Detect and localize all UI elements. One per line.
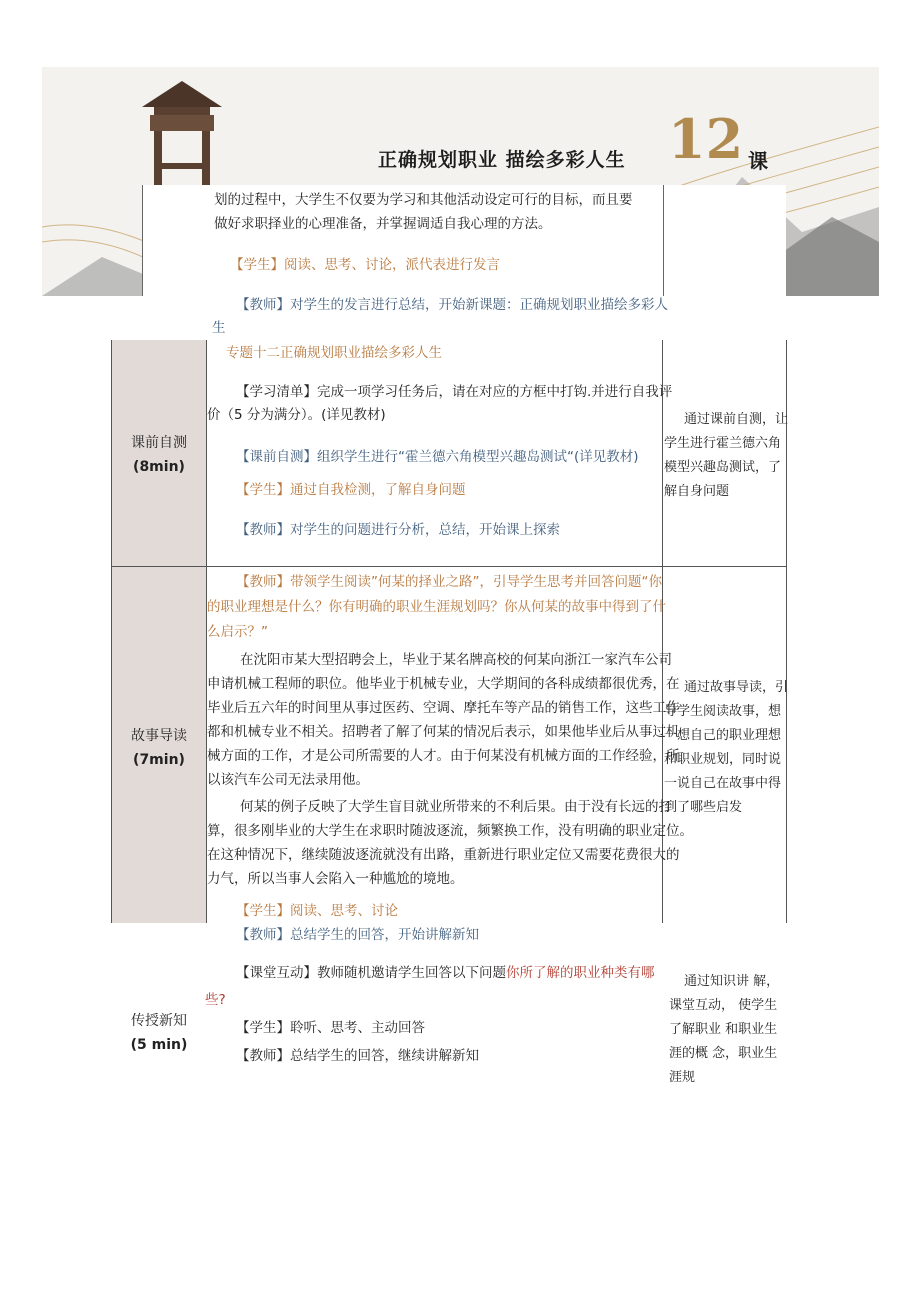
notes-line: 了解职业 和职业生 (669, 1022, 778, 1037)
study-list-line-1: 【学习清单】完成一项学习任务后，请在对应的方框中打钩.并进行自我评 (236, 384, 673, 400)
teacher-summary-line-1: 【教师】对学生的发言进行总结，开始新课题：正确规划职业描绘多彩人 (236, 297, 668, 313)
self-test-line: 【课前自测】组织学生进行“霍兰德六角模型兴趣岛测试“(详见教材) (236, 449, 639, 465)
intro-line-2: 做好求职择业的心理准备，并掌握调适自我心理的方法。 (214, 216, 552, 232)
notes-line: 涯规 (669, 1070, 696, 1085)
table-left-border (111, 340, 112, 923)
notes-line: 导学生阅读故事，想 (664, 704, 782, 719)
knowledge-teacher-line-2: 【教师】总结学生的回答，继续讲解新知 (236, 1048, 479, 1064)
notes-line: 到了哪些启发 (664, 800, 743, 815)
knowledge-student-line: 【学生】聆听、思考、主动回答 (236, 1020, 425, 1036)
banner-notes-card (663, 185, 786, 296)
story-line: 以该汽车公司无法录用他。 (207, 772, 369, 788)
notes-line: 涯的概 念，职业生 (669, 1046, 778, 1061)
teacher-summary-line-2: 生 (212, 320, 226, 336)
story-line: 都和机械专业不相关。招聘者了解了何某的情况后表示，如果他毕业后从事过机 (207, 724, 680, 740)
notes-line: 通过课前自测，让 (684, 412, 789, 427)
section-label: 传授新知 (131, 1013, 187, 1029)
story-teacher-line-2: 的职业理想是什么？你有明确的职业生涯规划吗？你从何某的故事中得到了什 (207, 599, 666, 615)
student-self-check: 【学生】通过自我检测，了解自身问题 (236, 482, 466, 498)
banner-title: 正确规划职业 描绘多彩人生 (378, 149, 626, 171)
section-label: 课前自测 (131, 435, 187, 451)
story-line: 力气，所以当事人会陷入一种尴尬的境地。 (207, 871, 464, 887)
lesson-number: 12 (668, 107, 744, 171)
interaction-question: 你所了解的职业种类有哪 (506, 965, 655, 981)
class-interaction-line-2: 些? (205, 992, 226, 1008)
banner-student-line: 【学生】阅读、思考、讨论，派代表进行发言 (230, 257, 500, 273)
section-time: (7min) (133, 752, 185, 768)
story-line: 毕业后五六年的时间里从事过医药、空调、摩托车等产品的销售工作，这些工作 (207, 700, 680, 716)
notes-line: 模型兴趣岛测试，了 (664, 460, 782, 475)
knowledge-teacher-line: 【教师】总结学生的回答，开始讲解新知 (236, 927, 479, 943)
story-line: 械方面的工作，才是公司所需要的人才。由于何某没有机械方面的工作经验，所 (207, 748, 680, 764)
story-teacher-line-3: 么启示？” (207, 624, 268, 640)
lesson-suffix: 课 (748, 149, 768, 173)
notes-line: 一想自己的职业理想 (664, 728, 782, 743)
story-line: 何某的例子反映了大学生盲目就业所带来的不利后果。由于没有长远的打 (240, 799, 672, 815)
story-teacher-line-1: 【教师】带领学生阅读”何某的择业之路”，引导学生思考并回答问题“你 (236, 574, 662, 590)
story-line: 申请机械工程师的职位。他毕业于机械专业，大学期间的各科成绩都很优秀，在 (207, 676, 680, 692)
story-student-line: 【学生】阅读、思考、讨论 (236, 903, 398, 919)
section-label: 故事导读 (131, 728, 187, 744)
story-line: 在沈阳市某大型招聘会上，毕业于某名牌高校的何某向浙江一家汽车公司 (240, 652, 672, 668)
section-time: (8min) (133, 459, 185, 475)
interaction-prefix: 【课堂互动】教师随机邀请学生回答以下问题 (236, 965, 506, 981)
topic-title: 专题十二正确规划职业描绘多彩人生 (226, 345, 442, 361)
story-line: 在这种情况下，继续随波逐流就没有出路，重新进行职业定位又需要花费很大的 (207, 847, 680, 863)
row-divider (111, 566, 787, 567)
notes-line: 通过知识讲 解， (684, 974, 780, 989)
class-interaction-line-1 (236, 961, 655, 986)
notes-line: 通过故事导读，引 (684, 680, 789, 695)
study-list-line-2: 价（5 分为满分）。(详见教材) (207, 407, 386, 423)
section-time: (5 min) (130, 1037, 188, 1053)
teacher-analysis: 【教师】对学生的问题进行分析，总结，开始课上探索 (236, 522, 560, 538)
notes-line: 学生进行霍兰德六角 (664, 436, 782, 451)
label-column-bg (112, 340, 206, 923)
notes-line: 解自身问题 (664, 484, 730, 499)
story-line: 算，很多刚毕业的大学生在求职时随波逐流，频繁换工作，没有明确的职业定位。 (207, 823, 693, 839)
notes-line: 和职业规划，同时说 (664, 752, 782, 767)
notes-line: 课堂互动， 使学生 (669, 998, 778, 1013)
intro-line-1: 划的过程中，大学生不仅要为学习和其他活动设定可行的目标，而且要 (214, 192, 633, 208)
notes-line: 一说自己在故事中得 (664, 776, 782, 791)
